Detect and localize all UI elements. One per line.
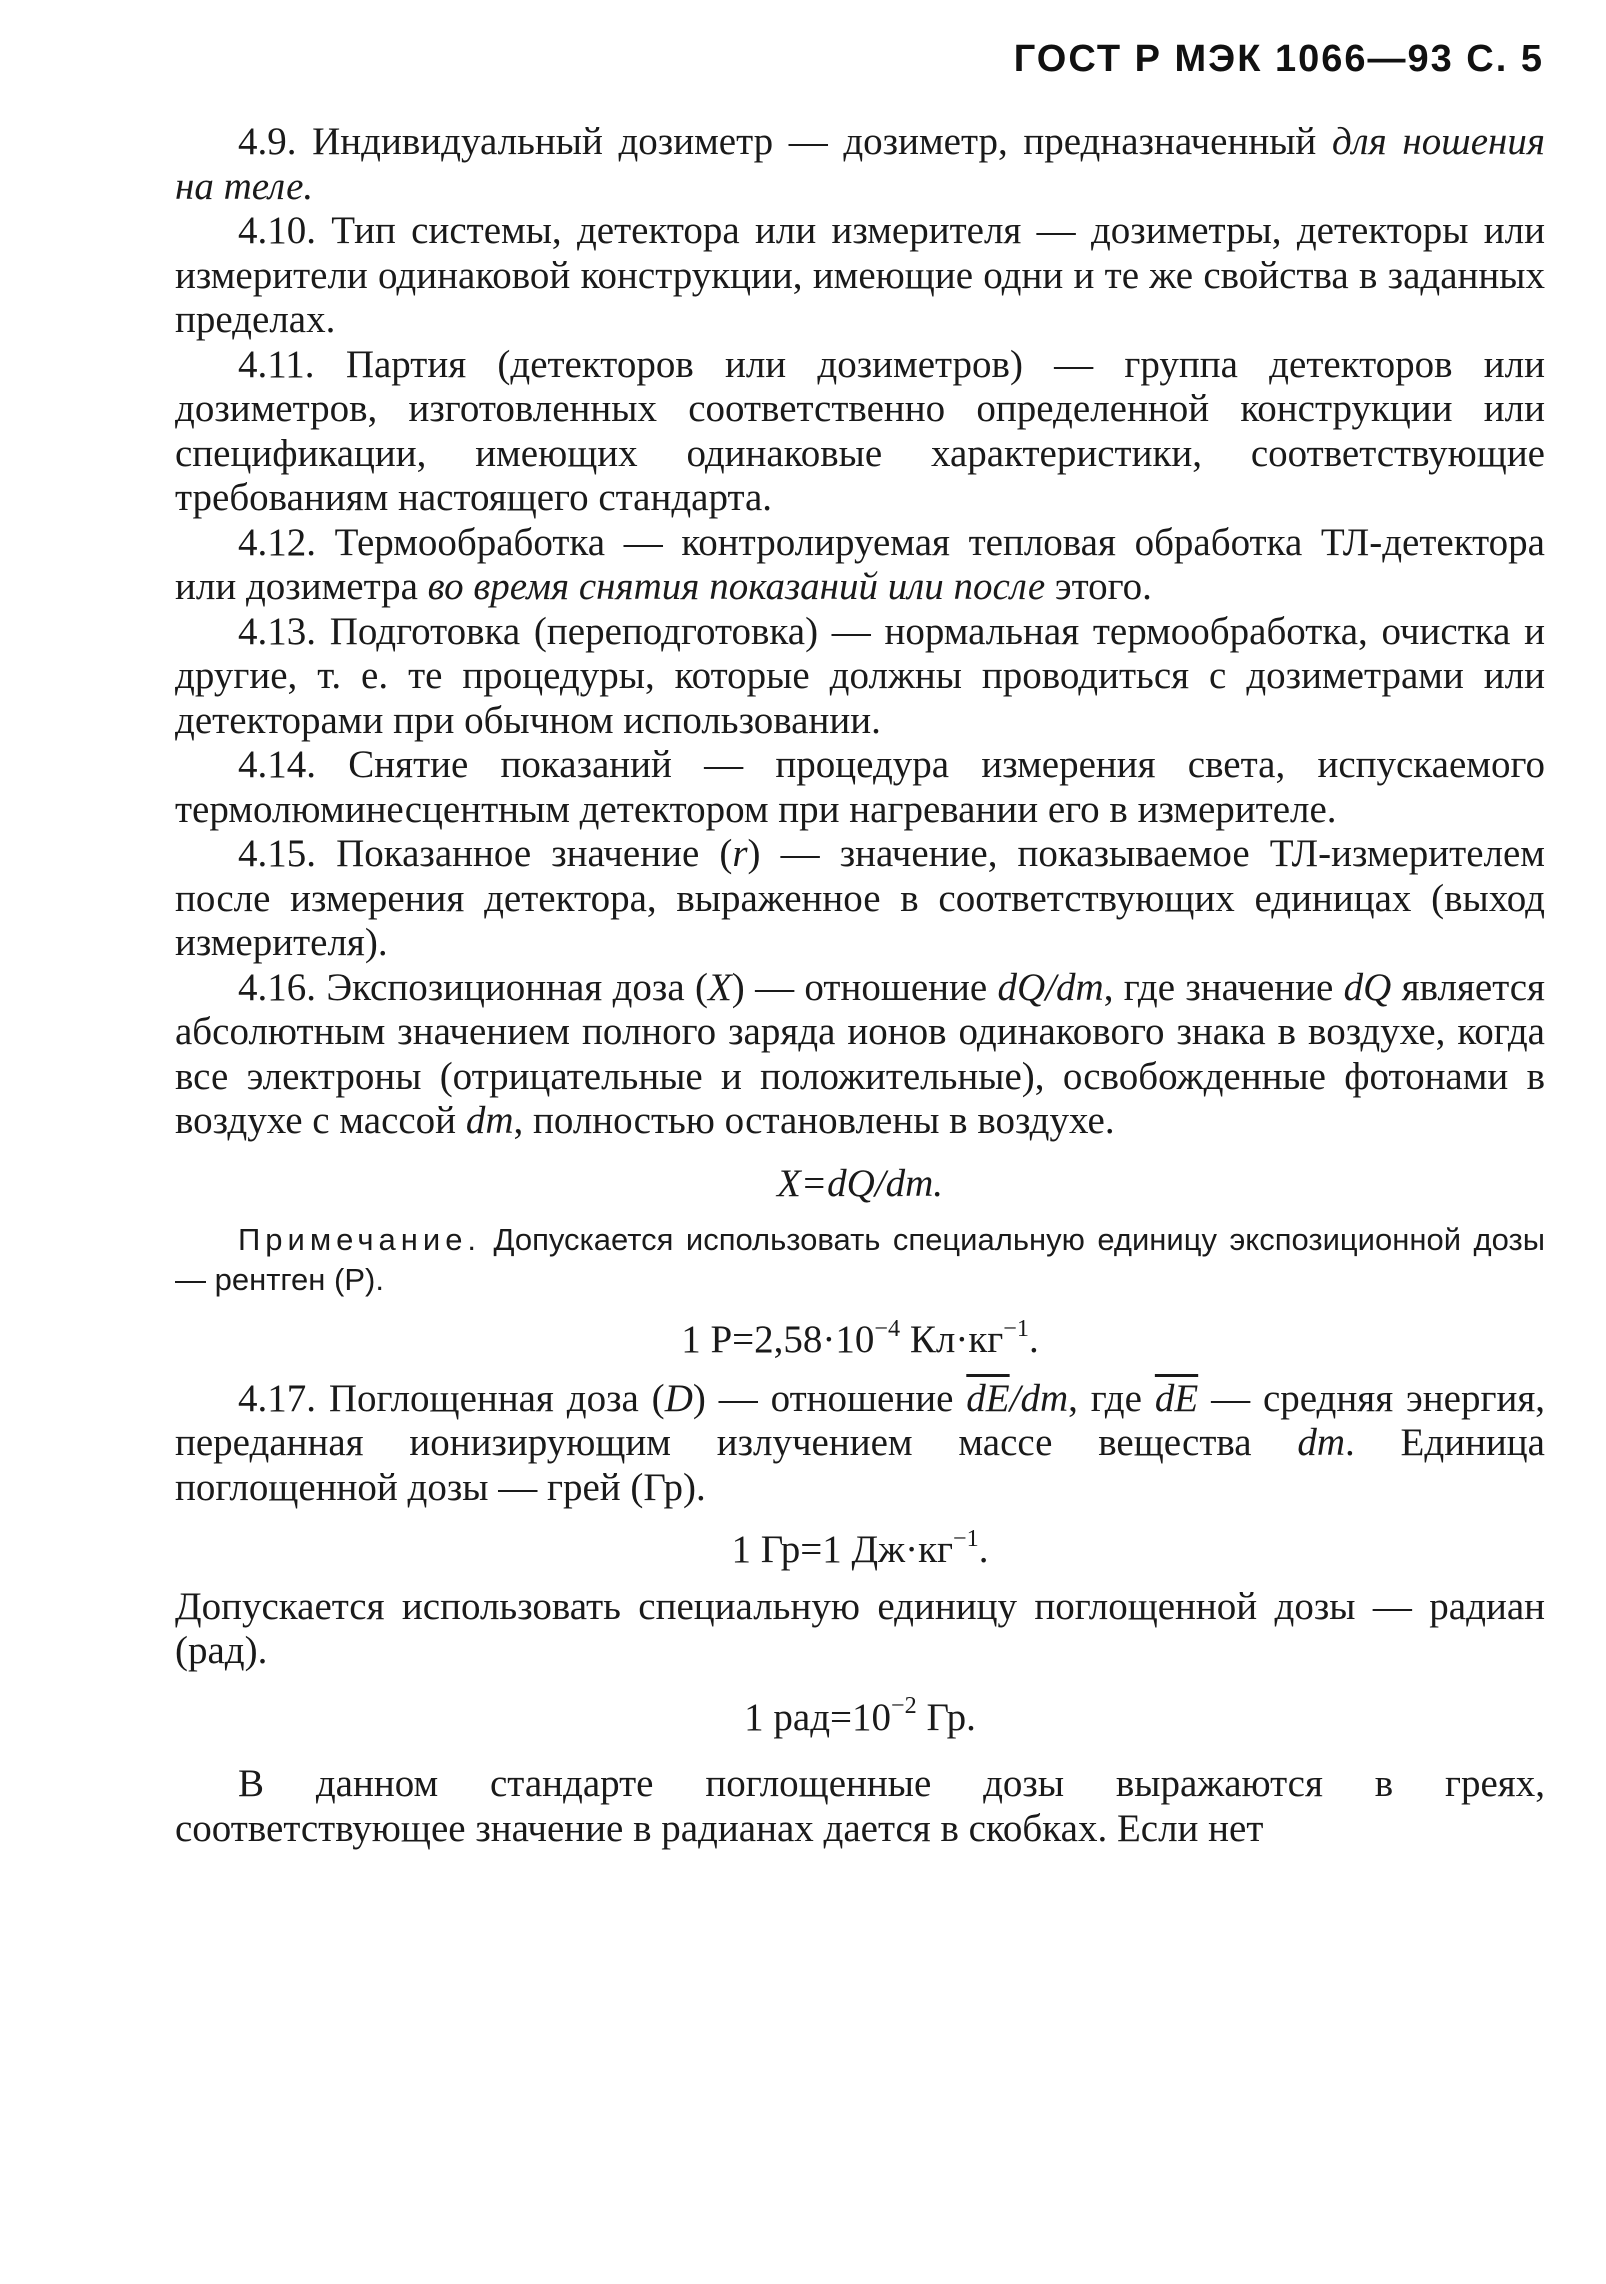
note bbox=[175, 1220, 1545, 1300]
clause-number: 4.14. bbox=[238, 743, 316, 786]
formula-part: 1 Р=2,58·10 bbox=[681, 1318, 875, 1361]
clause-4-12 bbox=[175, 521, 1545, 610]
clause-text-end: этого. bbox=[1045, 565, 1152, 608]
clause-4-11 bbox=[175, 343, 1545, 521]
symbol-x: X bbox=[707, 965, 732, 1009]
clause-4-14 bbox=[175, 743, 1545, 832]
clause-text-part: , где значение bbox=[1103, 965, 1344, 1009]
formula-exponent: −1 bbox=[953, 1524, 979, 1552]
clause-4-10 bbox=[175, 209, 1545, 343]
symbol-de-dm bbox=[966, 1377, 1068, 1420]
clause-4-9 bbox=[175, 120, 1545, 209]
symbol-r: r bbox=[732, 832, 748, 875]
symbol-de: $\overline{dE}$ bbox=[1154, 1376, 1199, 1420]
formula-part: . bbox=[978, 1528, 989, 1571]
formula-gray bbox=[175, 1524, 1545, 1573]
clause-number: 4.15. bbox=[238, 832, 316, 875]
formula-part: . bbox=[1029, 1318, 1039, 1361]
clause-number: 4.12. bbox=[238, 520, 316, 564]
clause-number: 4.11. bbox=[238, 342, 315, 386]
clause-text: Экспозиционная доза ( bbox=[326, 965, 708, 1009]
clause-4-13 bbox=[175, 610, 1545, 744]
clause-4-17 bbox=[175, 1377, 1545, 1511]
symbol-dm-denominator: /dm bbox=[1009, 1376, 1069, 1420]
clause-number: 4.9. bbox=[238, 120, 297, 163]
formula-exponent: −4 bbox=[874, 1314, 901, 1342]
clause-text: Поглощенная доза ( bbox=[328, 1376, 665, 1420]
formula-part: Кл·кг bbox=[900, 1318, 1004, 1361]
clause-text-part: — средняя энергия, переданная ионизирующим излучением массе вещества bbox=[175, 1376, 1546, 1464]
clause-term: Индивидуальный дозиметр bbox=[312, 120, 774, 163]
clause-text-part: . Единица поглощенной дозы — грей (Гр). bbox=[175, 1421, 1545, 1509]
formula-roentgen bbox=[175, 1314, 1545, 1363]
clause-text: Тип системы, детектора или измерителя — дозиметры, детекторы или измерители одинаковой конструкции, имеющие одни и те же свойства в заданных пределах. bbox=[175, 209, 1545, 341]
formula-rad bbox=[175, 1692, 1545, 1741]
clause-text-italic: во время снятия показаний или после bbox=[427, 565, 1046, 608]
note-label: Примечание. bbox=[238, 1222, 482, 1257]
clause-text: Подготовка (переподготовка) — нормальная термообработка, очистка и другие, т. е. те процедуры, которые должны проводиться с дозиметрами или детекторами при обычном использовании. bbox=[175, 609, 1546, 742]
clause-text: Партия (детекторов или дозиметров) — группа детекторов или дозиметров, изготовленных соответственно определенной конструкции или спецификации, имеющих одинаковые характеристики, соответствующие требованиям настоящего стандарта. bbox=[175, 342, 1546, 519]
formula-exponent: −2 bbox=[891, 1692, 917, 1720]
page-header: ГОСТ Р МЭК 1066—93 С. 5 bbox=[1013, 38, 1544, 80]
clause-text: Снятие показаний — процедура измерения света, испускаемого термолюминесцентным детектором при нагревании его в измерителе. bbox=[175, 743, 1545, 831]
symbol-dq: dQ bbox=[1343, 965, 1392, 1009]
clause-number: 4.16. bbox=[238, 965, 316, 1009]
formula-part: Гр. bbox=[916, 1695, 976, 1739]
formula-part: 1 рад=10 bbox=[744, 1695, 892, 1739]
note-text: Допускается использовать специальную единицу экспозиционной дозы — рентген (Р). bbox=[175, 1222, 1545, 1297]
clause-text-part: ) — отношение bbox=[692, 1376, 967, 1420]
clause-text-part: ) — отношение bbox=[731, 965, 998, 1009]
clause-4-15 bbox=[175, 832, 1545, 966]
formula-exponent: −1 bbox=[1003, 1314, 1029, 1342]
clause-text-end: ) — значение, показываемое ТЛ-измерителем после измерения детектора, выраженное в соответствующих единицах (выход измерителя). bbox=[175, 832, 1545, 964]
clause-number: 4.10. bbox=[238, 209, 316, 252]
clause-text: — дозиметр, предназначенный bbox=[773, 120, 1332, 163]
clause-number: 4.13. bbox=[238, 609, 316, 653]
clause-4-16 bbox=[175, 966, 1545, 1144]
clause-text-part: , где bbox=[1068, 1376, 1155, 1420]
formula-part: 1 Гр=1 Дж·кг bbox=[731, 1528, 954, 1571]
clause-text-italic: для ношения на теле. bbox=[175, 120, 1545, 208]
paragraph-rad: Допускается использовать специальную единицу поглощенной дозы — радиан (рад). bbox=[175, 1584, 1545, 1672]
symbol-d: D bbox=[664, 1376, 693, 1420]
paragraph-last: В данном стандарте поглощенные дозы выражаются в греях, соответствующее значение в радианах дается в скобках. Если нет bbox=[175, 1762, 1545, 1850]
symbol-dm: dm bbox=[1297, 1421, 1346, 1464]
clause-number: 4.17. bbox=[238, 1376, 316, 1420]
document-body bbox=[175, 120, 1545, 1851]
clause-text: Показанное значение ( bbox=[336, 832, 733, 875]
symbol-dq-dm: dQ/dm bbox=[997, 965, 1104, 1009]
symbol-de-overline: $\overline{dE}$ bbox=[966, 1376, 1010, 1420]
clause-text-part: является абсолютным значением полного заряда ионов одинакового знака в воздухе, когда все электроны (отрицательные и положительные), освобожденные фотонами в воздухе с массой bbox=[175, 965, 1545, 1142]
symbol-dm: dm bbox=[465, 1099, 514, 1142]
clause-text: Термообработка — контролируемая тепловая обработка ТЛ-детектора или дозиметра bbox=[175, 520, 1545, 608]
clause-text-part: , полностью остановлены в воздухе. bbox=[513, 1099, 1115, 1142]
formula-exposure-dose: X=dQ/dm. bbox=[776, 1161, 944, 1205]
